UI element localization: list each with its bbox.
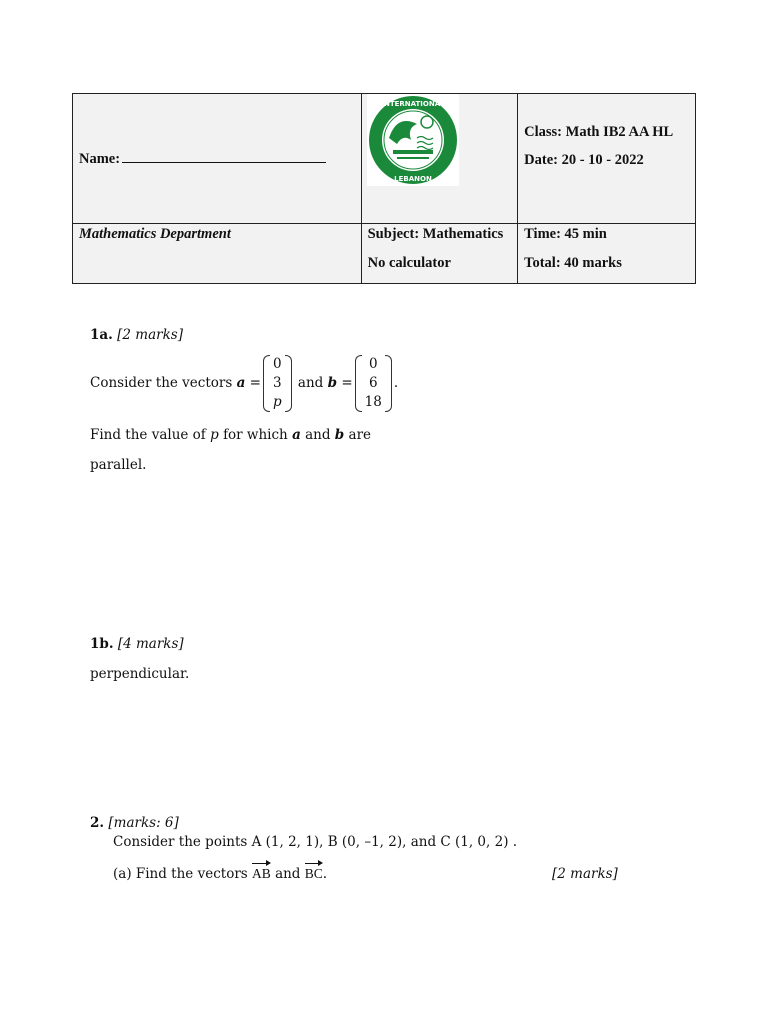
q1b-text: perpendicular. <box>90 666 190 682</box>
time-total-cell <box>518 224 696 284</box>
vector-b-matrix <box>355 355 392 412</box>
question-marks: [4 marks] <box>117 636 184 652</box>
q2-part-a <box>113 866 327 882</box>
matrix-entry: 0 <box>272 356 282 372</box>
q1a-vectors-line <box>90 355 398 412</box>
class-date-cell <box>518 94 696 224</box>
subject-text: Subject: Mathematics <box>367 226 504 243</box>
subject-cell <box>361 224 518 284</box>
vector-a-label: a <box>292 427 301 443</box>
vector-bc: BC <box>304 866 323 881</box>
question-number: 1a. <box>90 327 113 343</box>
question-marks: [marks: 6] <box>108 815 179 831</box>
matrix-entry: 6 <box>368 375 378 391</box>
equals-sign: = <box>249 375 261 391</box>
name-label: Name: <box>79 150 121 167</box>
question-number: 2. <box>90 815 105 831</box>
period: . <box>393 375 399 391</box>
name-cell <box>73 94 362 224</box>
part-a-marks: [2 marks] <box>552 866 618 882</box>
matrix-entry: 3 <box>272 375 282 391</box>
equals-sign: = <box>341 375 353 391</box>
period: . <box>322 866 328 882</box>
q1a-heading <box>90 327 183 343</box>
date-text: Date: 20 - 10 - 2022 <box>524 152 644 168</box>
find-and: and <box>305 427 331 443</box>
name-field[interactable] <box>122 150 326 163</box>
vector-a-matrix <box>263 355 292 412</box>
department-cell <box>73 224 362 284</box>
q1b-heading <box>90 636 184 652</box>
q2-heading <box>90 815 179 831</box>
logo-cell <box>361 94 518 224</box>
svg-text:INTERNATIONAL: INTERNATIONAL <box>380 100 445 108</box>
find-mid: for which <box>223 427 288 443</box>
svg-text:LEBANON: LEBANON <box>393 175 432 183</box>
time-text: Time: 45 min <box>524 226 607 243</box>
vectors-intro: Consider the vectors <box>90 375 233 391</box>
logo <box>367 94 459 186</box>
international-college-lebanon-seal-icon <box>367 94 459 186</box>
matrix-entry: 18 <box>364 394 382 410</box>
and-text: and <box>275 866 301 882</box>
q1a-find-line2: parallel. <box>90 457 147 473</box>
question-marks: [2 marks] <box>117 327 183 343</box>
part-a-prefix: (a) Find the vectors <box>113 866 248 882</box>
vector-a-label: a <box>236 375 246 391</box>
and-text: and <box>297 375 324 391</box>
matrix-entry: 0 <box>368 356 378 372</box>
calculator-text: No calculator <box>367 255 451 272</box>
matrix-entry: p <box>272 394 282 410</box>
department-text: Mathematics Department <box>79 226 231 243</box>
q1a-find-line <box>90 427 371 443</box>
total-text: Total: 40 marks <box>524 255 622 272</box>
vector-b-label: b <box>327 375 338 391</box>
header-table <box>72 93 696 284</box>
find-end: are <box>348 427 372 443</box>
p-variable: p <box>210 427 219 443</box>
vector-b-label: b <box>334 427 345 443</box>
q2-intro: Consider the points A (1, 2, 1), B (0, –1, 2), and C (1, 0, 2) . <box>113 834 518 850</box>
question-number: 1b. <box>90 636 114 652</box>
class-text: Class: Math IB2 AA HL <box>524 124 674 140</box>
find-prefix: Find the value of <box>90 427 206 443</box>
vector-ab: AB <box>252 866 271 881</box>
